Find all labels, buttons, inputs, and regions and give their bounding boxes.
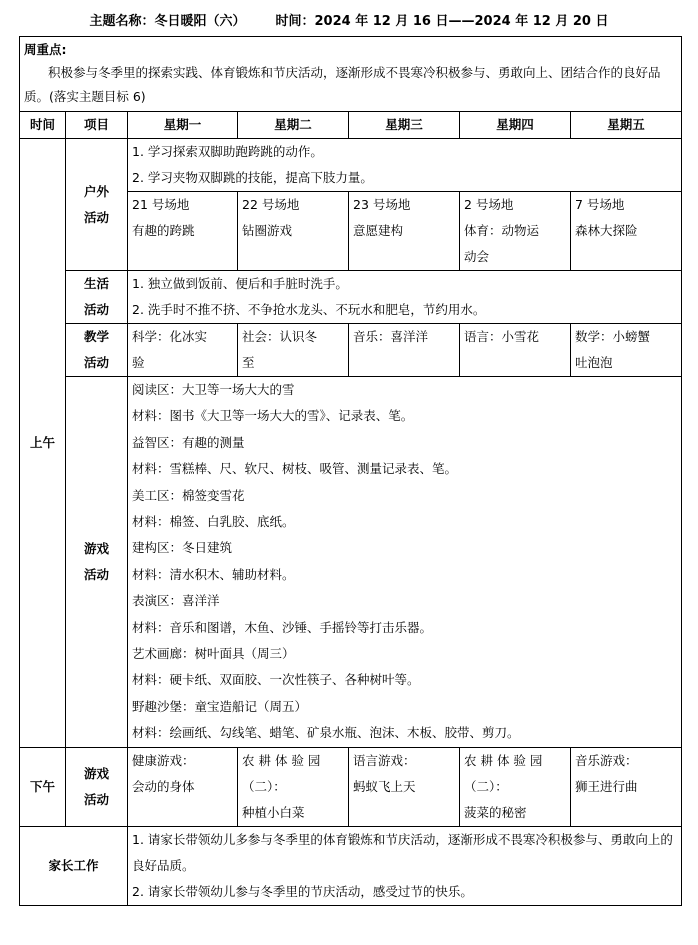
outdoor-tuesday xyxy=(238,192,349,271)
column-header-row xyxy=(20,112,682,139)
afternoon-monday xyxy=(128,747,238,826)
header-friday: 星期五 xyxy=(571,112,682,139)
outdoor-goal-2: 2. 学习夹物双脚跳的技能，提高下肢力量。 xyxy=(132,170,373,185)
outdoor-wednesday xyxy=(349,192,460,271)
time-label: 时间：2024 年 12 月 16 日——2024 年 12 月 20 日 xyxy=(275,14,609,29)
outdoor-tuesday-line-2: 钻圈游戏 xyxy=(242,223,293,238)
parents-work-cell xyxy=(128,826,682,905)
play-line-1: 阅读区：大卫等一场大大的雪 xyxy=(132,382,295,397)
play-line-6: 材料：棉签、白乳胶、底纸。 xyxy=(132,514,295,530)
header-tuesday: 星期二 xyxy=(238,112,349,139)
teaching-label xyxy=(66,324,128,377)
teaching-wednesday xyxy=(349,324,460,377)
outdoor-label-line-2: 活动 xyxy=(83,209,109,225)
header-wednesday: 星期三 xyxy=(349,112,460,139)
play-label xyxy=(66,377,128,748)
afternoon-games-label-line-1: 游戏 xyxy=(83,765,109,781)
parents-work-label: 家长工作 xyxy=(20,826,128,905)
life-activity-cell xyxy=(128,271,682,324)
outdoor-label-line-1: 户外 xyxy=(83,183,109,199)
outdoor-wednesday-line-2: 意愿建构 xyxy=(353,223,404,238)
teaching-label-line-2: 活动 xyxy=(83,355,109,370)
parents-item-2: 2. 请家长带领幼儿参与冬季里的节庆活动，感受过节的快乐。 xyxy=(132,883,473,899)
header-item: 项目 xyxy=(66,112,128,139)
play-line-12: 材料：硬卡纸、双面胶、一次性筷子、各种树叶等。 xyxy=(132,672,420,688)
parents-work-row xyxy=(20,826,682,905)
afternoon-wednesday-line-2: 蚂蚁飞上天 xyxy=(353,778,416,794)
afternoon-wednesday-line-1: 语言游戏： xyxy=(353,752,416,768)
weekly-plan-table xyxy=(19,36,682,906)
life-label-line-1: 生活 xyxy=(83,276,109,291)
afternoon-games-label xyxy=(66,747,128,826)
morning-label: 上午 xyxy=(20,139,66,748)
teaching-tuesday xyxy=(238,324,349,377)
afternoon-friday-line-2: 狮王进行曲 xyxy=(575,778,638,794)
header-time: 时间 xyxy=(20,112,66,139)
afternoon-tuesday xyxy=(238,747,349,826)
outdoor-friday-line-2: 森林大探险 xyxy=(575,223,638,238)
outdoor-goal-1: 1. 学习探索双脚助跑跨跳的动作。 xyxy=(132,144,323,159)
play-line-7: 建构区：冬日建筑 xyxy=(132,540,233,556)
teaching-friday-line-1: 数学：小螃蟹 xyxy=(575,329,651,344)
header-monday: 星期一 xyxy=(128,112,238,139)
life-label-line-2: 活动 xyxy=(83,302,109,317)
afternoon-tuesday-line-1: 农 耕 体 验 园 xyxy=(242,752,321,768)
play-label-line-1: 游戏 xyxy=(83,540,109,556)
teaching-activity-row xyxy=(20,324,682,377)
afternoon-tuesday-line-3: 种植小白菜 xyxy=(242,804,305,820)
play-line-13: 野趣沙堡：童宝造船记（周五） xyxy=(132,698,308,714)
afternoon-wednesday xyxy=(349,747,460,826)
play-activity-cell xyxy=(128,377,682,748)
outdoor-thursday-line-2: 体育：动物运 xyxy=(464,223,540,238)
play-line-11: 艺术画廊：树叶面具（周三） xyxy=(132,646,295,662)
teaching-monday-line-2: 验 xyxy=(132,355,145,370)
document-title xyxy=(0,12,698,32)
afternoon-monday-line-2: 会动的身体 xyxy=(132,778,195,794)
afternoon-thursday xyxy=(460,747,571,826)
teaching-label-line-1: 教学 xyxy=(83,329,109,344)
weekly-focus-row xyxy=(20,37,682,112)
afternoon-thursday-line-3: 菠菜的秘密 xyxy=(464,804,527,820)
outdoor-monday xyxy=(128,192,238,271)
play-line-10: 材料：音乐和图谱，木鱼、沙锤、手摇铃等打击乐器。 xyxy=(132,619,433,635)
teaching-monday-line-1: 科学：化冰实 xyxy=(132,329,208,344)
weekly-focus-heading: 周重点: xyxy=(24,42,67,57)
play-line-14: 材料：绘画纸、勾线笔、蜡笔、矿泉水瓶、泡沫、木板、胶带、剪刀。 xyxy=(132,725,520,741)
play-line-2: 材料：图书《大卫等一场大大的雪》、记录表、笔。 xyxy=(132,408,414,424)
teaching-tuesday-line-2: 至 xyxy=(242,355,255,370)
life-item-2: 2. 洗手时不推不挤、不争抢水龙头、不玩水和肥皂，节约用水。 xyxy=(132,302,486,317)
teaching-thursday-line-1: 语言：小雪花 xyxy=(464,329,540,344)
play-activity-row xyxy=(20,377,682,748)
weekly-focus-cell xyxy=(20,37,682,112)
play-line-5: 美工区：棉签变雪花 xyxy=(132,487,245,503)
teaching-thursday xyxy=(460,324,571,377)
teaching-wednesday-line-1: 音乐：喜洋洋 xyxy=(353,329,429,344)
afternoon-friday xyxy=(571,747,682,826)
afternoon-games-row xyxy=(20,747,682,826)
afternoon-label: 下午 xyxy=(20,747,66,826)
afternoon-games-label-line-2: 活动 xyxy=(83,791,109,807)
play-line-4: 材料：雪糕棒、尺、软尺、树枝、吸管、测量记录表、笔。 xyxy=(132,461,458,477)
outdoor-tuesday-line-1: 22 号场地 xyxy=(242,197,300,212)
life-activity-row xyxy=(20,271,682,324)
afternoon-thursday-line-1: 农 耕 体 验 园 xyxy=(464,752,543,768)
afternoon-thursday-line-2: （二）： xyxy=(464,778,508,794)
afternoon-friday-line-1: 音乐游戏： xyxy=(575,752,638,768)
teaching-tuesday-line-1: 社会：认识冬 xyxy=(242,329,318,344)
outdoor-thursday xyxy=(460,192,571,271)
play-line-9: 表演区：喜洋洋 xyxy=(132,593,220,609)
afternoon-monday-line-1: 健康游戏： xyxy=(132,752,195,768)
life-item-1: 1. 独立做到饭前、便后和手脏时洗手。 xyxy=(132,276,348,291)
outdoor-monday-line-1: 21 号场地 xyxy=(132,197,190,212)
weekly-focus-text: 积极参与冬季里的探索实践、体育锻炼和节庆活动，逐渐形成不畏寒冷积极参与、勇敢向上、团结合作的良好品质。(落实主题目标 6) xyxy=(24,65,661,104)
outdoor-thursday-line-1: 2 号场地 xyxy=(464,197,514,212)
play-line-8: 材料：清水积木、辅助材料。 xyxy=(132,566,295,582)
teaching-friday-line-2: 吐泡泡 xyxy=(575,355,613,370)
play-line-3: 益智区：有趣的测量 xyxy=(132,434,245,450)
outdoor-friday xyxy=(571,192,682,271)
teaching-monday xyxy=(128,324,238,377)
outdoor-friday-line-1: 7 号场地 xyxy=(575,197,625,212)
outdoor-monday-line-2: 有趣的跨跳 xyxy=(132,223,195,238)
outdoor-goals-cell xyxy=(128,139,682,192)
outdoor-wednesday-line-1: 23 号场地 xyxy=(353,197,411,212)
outdoor-label xyxy=(66,139,128,271)
play-label-line-2: 活动 xyxy=(83,566,109,582)
header-thursday: 星期四 xyxy=(460,112,571,139)
theme-label: 主题名称：冬日暖阳（六） xyxy=(89,14,246,29)
life-label xyxy=(66,271,128,324)
parents-item-1: 1. 请家长带领幼儿多参与冬季里的体育锻炼和节庆活动，逐渐形成不畏寒冷积极参与、勇敢向上的良好品质。 xyxy=(132,831,673,873)
afternoon-tuesday-line-2: （二）： xyxy=(242,778,286,794)
outdoor-thursday-line-3: 动会 xyxy=(464,249,490,264)
teaching-friday xyxy=(571,324,682,377)
outdoor-goals-row xyxy=(20,139,682,192)
